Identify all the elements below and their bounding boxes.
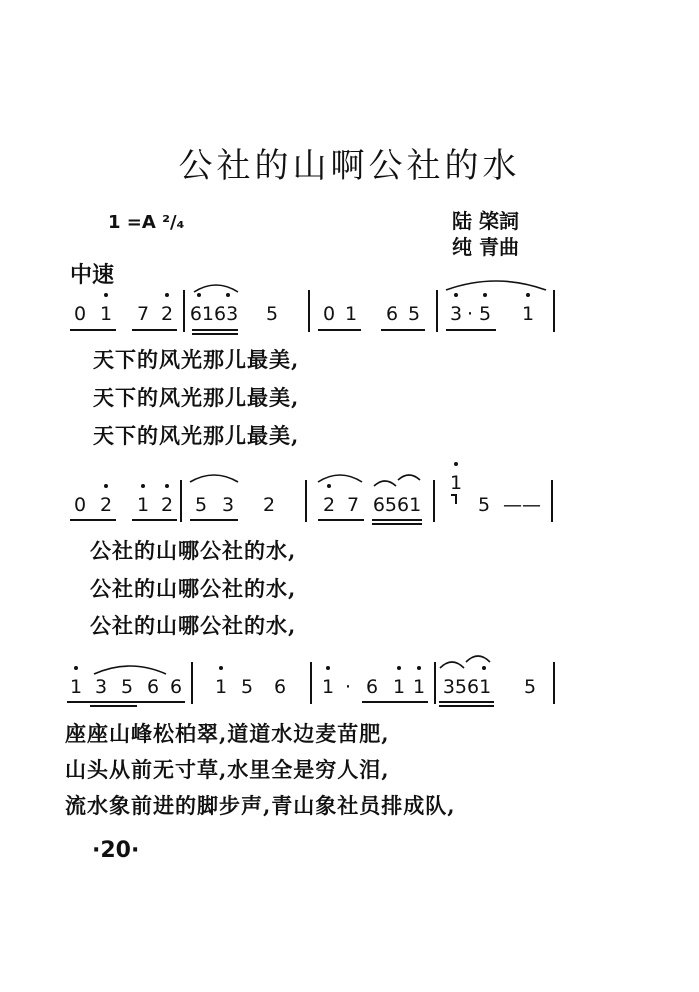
note: 1 bbox=[99, 303, 113, 325]
slur bbox=[440, 662, 464, 668]
note: 1 bbox=[69, 676, 83, 698]
note: 1 bbox=[321, 676, 335, 698]
note: 5 bbox=[120, 676, 134, 698]
slur bbox=[94, 666, 166, 674]
note: —— bbox=[503, 494, 541, 516]
note: 1 bbox=[521, 303, 535, 325]
note: · bbox=[344, 676, 352, 698]
slur bbox=[374, 481, 396, 486]
slur bbox=[446, 281, 546, 290]
note: · bbox=[466, 303, 474, 325]
note: 3 bbox=[449, 303, 463, 325]
note: 3561 bbox=[442, 676, 492, 698]
lyric-line: 天下的风光那儿最美, bbox=[93, 347, 300, 372]
note: 5 bbox=[194, 494, 208, 516]
note: 0 bbox=[73, 494, 87, 516]
note: 3 bbox=[94, 676, 108, 698]
note: 6 bbox=[385, 303, 399, 325]
note: 7 bbox=[346, 494, 360, 516]
lyric-line: 流水象前进的脚步声,青山象社员排成队, bbox=[65, 793, 456, 818]
key-signature: 1 =A ²/₄ bbox=[108, 212, 185, 233]
note: 5 bbox=[478, 303, 492, 325]
lyricist-credit: 陆 棨詞 bbox=[452, 209, 519, 233]
lyric-line: 公社的山哪公社的水, bbox=[90, 538, 297, 563]
note: 6561 bbox=[372, 494, 422, 516]
note: 6 bbox=[146, 676, 160, 698]
note: 6 bbox=[273, 676, 287, 698]
note: 5 bbox=[407, 303, 421, 325]
lyric-line: 天下的风光那儿最美, bbox=[93, 385, 300, 410]
note: 7 bbox=[136, 303, 150, 325]
slur bbox=[194, 285, 238, 292]
note: 0 bbox=[73, 303, 87, 325]
note: 2 bbox=[262, 494, 276, 516]
note: 1 bbox=[392, 676, 406, 698]
slur bbox=[466, 656, 490, 662]
note: 2 bbox=[160, 303, 174, 325]
slur bbox=[318, 475, 362, 482]
note: 1 bbox=[412, 676, 426, 698]
note: 1 bbox=[136, 494, 150, 516]
note: 2 bbox=[322, 494, 336, 516]
note: 2 bbox=[99, 494, 113, 516]
note: 1 bbox=[344, 303, 358, 325]
page-number: ·20· bbox=[92, 838, 140, 863]
note: 1 bbox=[449, 472, 463, 494]
lyric-line: 公社的山哪公社的水, bbox=[90, 576, 297, 601]
note: 0 bbox=[322, 303, 336, 325]
note: 2 bbox=[160, 494, 174, 516]
composer-credit: 纯 青曲 bbox=[452, 235, 519, 259]
slur bbox=[398, 475, 420, 480]
note: 1 bbox=[214, 676, 228, 698]
lyric-line: 公社的山哪公社的水, bbox=[90, 613, 297, 638]
slur bbox=[190, 475, 238, 482]
lyric-line: 天下的风光那儿最美, bbox=[93, 423, 300, 448]
note: 6 bbox=[365, 676, 379, 698]
lyric-line: 座座山峰松柏翠,道道水边麦苗肥, bbox=[65, 721, 390, 746]
note: 6163 bbox=[189, 303, 239, 325]
song-title: 公社的山啊公社的水 bbox=[178, 146, 521, 186]
lyric-line: 山头从前无寸草,水里全是穷人泪, bbox=[65, 757, 390, 782]
note: 3 bbox=[221, 494, 235, 516]
note: 5 bbox=[523, 676, 537, 698]
note: 5 bbox=[477, 494, 491, 516]
tempo-marking: 中速 bbox=[70, 263, 115, 288]
note: 6 bbox=[169, 676, 183, 698]
note: 5 bbox=[265, 303, 279, 325]
note: 5 bbox=[240, 676, 254, 698]
